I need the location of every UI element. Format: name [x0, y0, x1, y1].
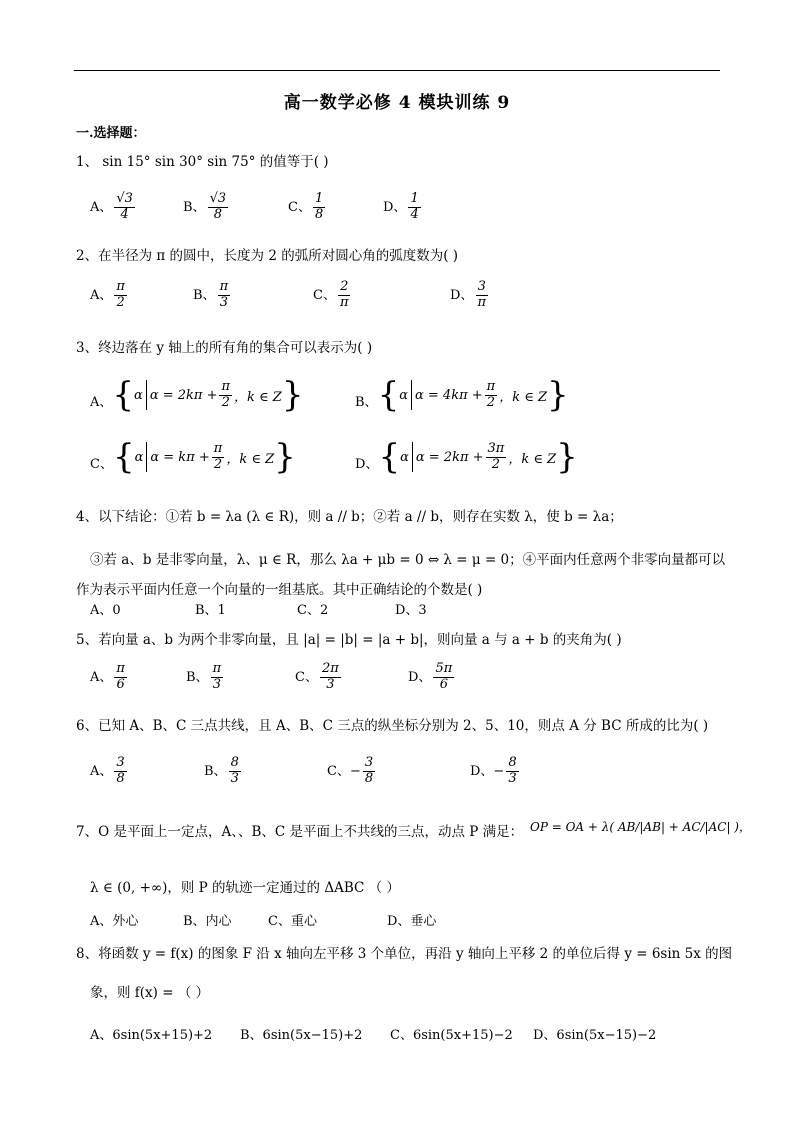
q7-option-b: B、内心: [183, 914, 232, 929]
q1-c-value: $\frac{1}{8}$: [314, 191, 324, 222]
question-2-stem: 2、在半径为 π 的圆中，长度为 2 的弧所对圆心角的弧度数为( ): [76, 248, 459, 264]
q2-option-c: C、 $\frac{2}{\pi}$: [313, 279, 349, 310]
question-7-line-1: 7、O 是平面上一定点，A、、B、C 是平面上不共线的三点，动点 P 满足：: [76, 824, 524, 840]
q1-option-b: B、 $\frac{√3}{8}$: [183, 191, 227, 222]
q1-option-c: C、 $\frac{1}{8}$: [288, 191, 324, 222]
q4-option-b: B、1: [195, 603, 226, 618]
q3-option-d: D、 { α α = 2kπ + $\frac{3\pi}{2}$ ，k ∈ Z }: [355, 437, 578, 477]
q5-option-b: B、 $\frac{\pi}{3}$: [186, 661, 222, 692]
question-7-line-2: λ ∈ (0, +∞)，则 P 的轨迹一定通过的 ΔABC （ ）: [90, 880, 400, 896]
q5-option-c: C、 $\frac{2\pi}{3}$: [295, 661, 339, 692]
q4-option-c: C、2: [297, 603, 329, 618]
q3-option-a: A、 { α α = 2kπ + $\frac{\pi}{2}$ ，k ∈ Z }: [90, 375, 304, 415]
q6-option-c: C、− $\frac{3}{8}$: [327, 755, 374, 786]
question-7-formula: OP = OA + λ( AB/|AB| + AC/|AC| )，: [530, 820, 751, 834]
q3-option-b: B、 { α α = 4kπ + $\frac{\pi}{2}$ ，k ∈ Z }: [355, 375, 569, 415]
q2-option-d: D、 $\frac{3}{\pi}$: [450, 279, 486, 310]
q8-option-c: C、6sin(5x+15)−2: [390, 1028, 513, 1043]
q5-option-a: A、 $\frac{\pi}{6}$: [90, 661, 125, 692]
question-4-line-3: 作为表示平面内任意一个向量的一组基底。其中正确结论的个数是( ): [76, 582, 483, 598]
q2-option-b: B、 $\frac{\pi}{3}$: [193, 279, 229, 310]
section-heading: 一.选择题：: [76, 126, 146, 141]
q6-option-d: D、− $\frac{8}{3}$: [470, 755, 517, 786]
question-6-stem: 6、已知 A、B、C 三点共线，且 A、B、C 三点的纵坐标分别为 2、5、10，则点 A 分 BC 所成的比为( ): [76, 718, 709, 734]
q8-option-b: B、6sin(5x−15)+2: [240, 1028, 363, 1043]
q5-option-d: D、 $\frac{5\pi}{6}$: [408, 661, 453, 692]
q7-option-d: D、垂心: [387, 914, 437, 929]
q4-option-d: D、3: [395, 603, 427, 618]
q1-d-value: $\frac{1}{4}$: [410, 191, 419, 222]
q7-option-a: A、外心: [90, 914, 139, 929]
q4-option-a: A、0: [90, 603, 121, 618]
question-4-line-2: ③若 a、b 是非零向量，λ、μ ∈ R，那么 λa + μb = 0 ⇔ λ = μ = 0；④平面内任意两个非零向量都可以: [90, 552, 726, 568]
q2-option-a: A、 $\frac{\pi}{2}$: [90, 279, 125, 310]
q8-option-d: D、6sin(5x−15)−2: [533, 1028, 657, 1043]
q6-option-a: A、 $\frac{3}{8}$: [90, 755, 125, 786]
question-8-line-2: 象，则 f(x) = （ ）: [90, 985, 210, 1001]
q8-option-a: A、6sin(5x+15)+2: [90, 1028, 213, 1043]
question-4-line-1: 4、以下结论：①若 b = λa (λ ∈ R)，则 a // b；②若 a // b，则存在实数 λ，使 b = λa；: [76, 509, 623, 525]
q1-b-value: $\frac{√3}{8}$: [209, 191, 227, 222]
q1-option-a: A、 $\frac{√3}{4}$: [90, 191, 133, 222]
top-rule: [74, 70, 720, 71]
question-1-stem: 1、 sin 15° sin 30° sin 75° 的值等于( ): [76, 154, 329, 170]
q7-option-c: C、重心: [268, 914, 317, 929]
question-5-stem: 5、若向量 a、b 为两个非零向量，且 |a| = |b| = |a + b|，则向量 a 与 a + b 的夹角为( ): [76, 632, 622, 648]
question-3-stem: 3、终边落在 y 轴上的所有角的集合可以表示为( ): [76, 340, 373, 356]
q1-a-value: $\frac{√3}{4}$: [116, 191, 133, 222]
q1-option-d: D、 $\frac{1}{4}$: [383, 191, 419, 222]
question-8-line-1: 8、将函数 y = f(x) 的图象 F 沿 x 轴向左平移 3 个单位，再沿 y 轴向上平移 2 的单位后得 y = 6sin 5x 的图: [76, 946, 733, 962]
q3-option-c: C、 { α α = kπ + $\frac{\pi}{2}$ ，k ∈ Z }: [90, 437, 296, 477]
page-title: 高一数学必修 4 模块训练 9: [283, 93, 511, 113]
q6-option-b: B、 $\frac{8}{3}$: [204, 755, 239, 786]
